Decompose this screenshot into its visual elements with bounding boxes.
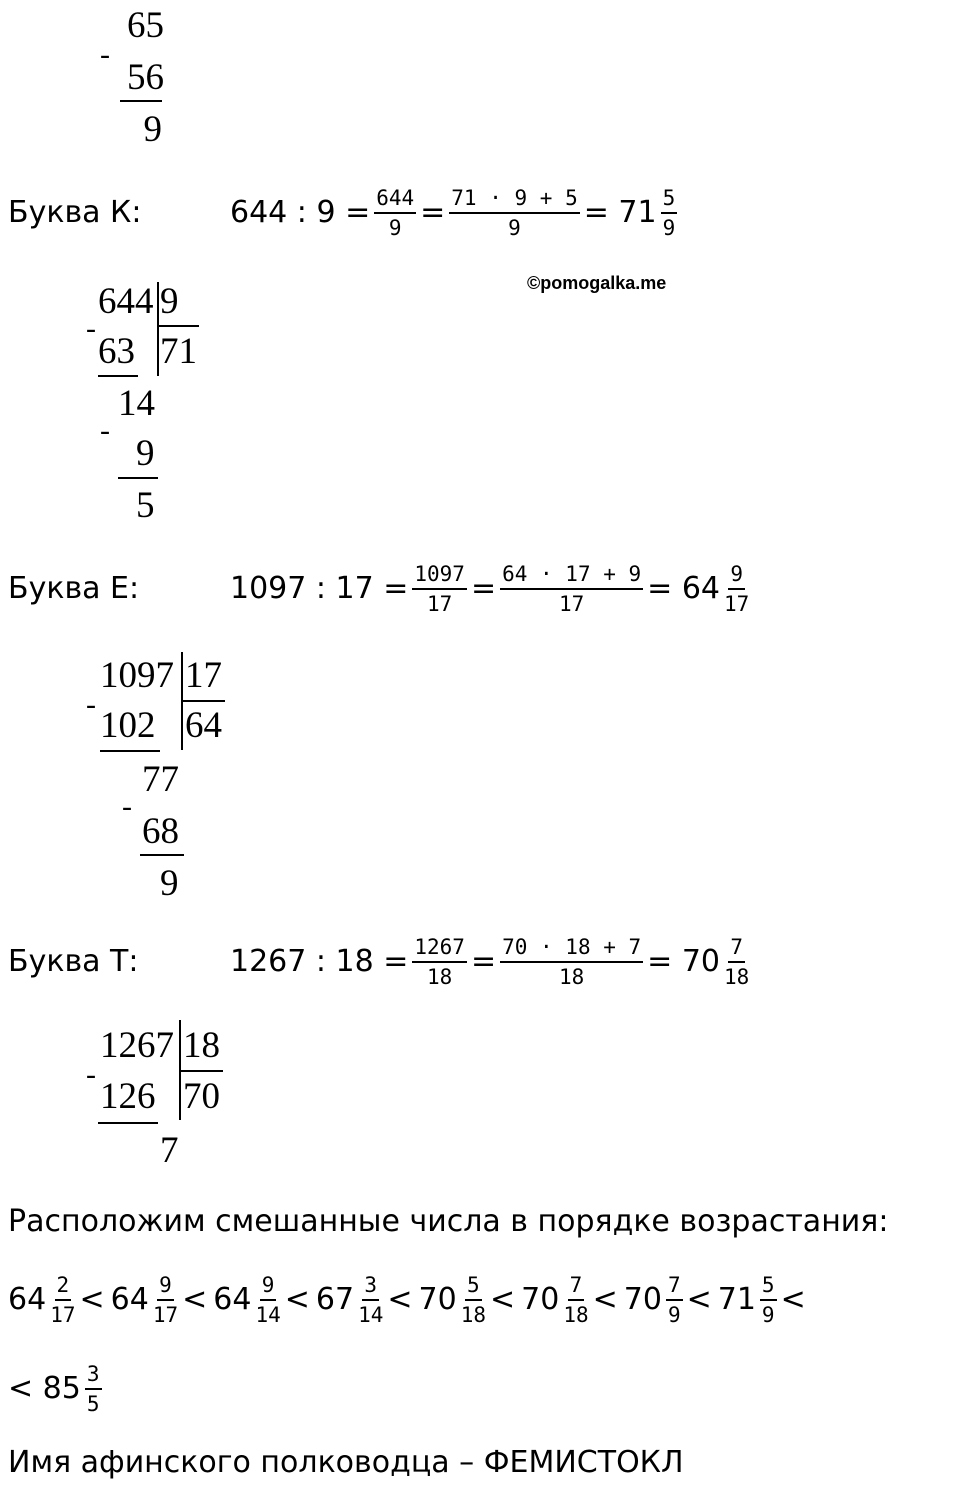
- minus-sign: -: [100, 38, 110, 71]
- equation-lhs: 1267 : 18 =: [230, 944, 409, 979]
- divisor: 9: [160, 281, 179, 322]
- minus-sign: -: [86, 1058, 96, 1091]
- division-bar: [157, 282, 159, 376]
- divisor: 18: [183, 1025, 220, 1066]
- remainder: 7: [160, 1130, 179, 1171]
- fraction: $\frac{9}{14}$: [255, 1273, 281, 1327]
- top-minuend: 65: [127, 5, 164, 46]
- mixed-whole: 64: [213, 1282, 252, 1317]
- letter-k-equation: [230, 168, 681, 258]
- subtrahend: 102: [100, 705, 156, 746]
- less-than-sign: <: [182, 1282, 208, 1317]
- divisor: 17: [185, 655, 222, 696]
- letter-e-label: Буква Е:: [8, 571, 140, 606]
- letter-t-label: Буква Т:: [8, 944, 139, 979]
- fraction: $\frac{5}{18}$: [460, 1273, 486, 1327]
- division-line: [140, 854, 184, 856]
- division-line: [100, 750, 160, 752]
- fraction: $\frac{5}{9}$: [761, 1273, 775, 1327]
- watermark: ©pomogalka.me: [527, 273, 667, 293]
- minus-sign: -: [86, 688, 96, 721]
- fraction: $\frac{9}{17}$: [724, 562, 750, 616]
- remainder: 9: [160, 863, 179, 904]
- dividend: 1097: [100, 655, 174, 696]
- division-line: [118, 477, 158, 479]
- letter-k-label: Буква К:: [8, 195, 142, 230]
- fraction: $\frac{7}{18}$: [724, 935, 750, 989]
- equals-sign: =: [470, 571, 497, 606]
- quotient: 71: [160, 331, 197, 372]
- less-than-sign: <: [592, 1282, 618, 1317]
- minus-sign: -: [122, 790, 132, 823]
- fraction: $\frac{2}{17}$: [50, 1273, 76, 1327]
- answer-text: Имя афинского полководца – ФЕМИСТОКЛ: [8, 1445, 684, 1480]
- less-than-sign: <: [489, 1282, 516, 1317]
- fraction: $\frac{70 \cdot 18 + 7}{18}$: [502, 935, 642, 989]
- remainder: 5: [136, 485, 155, 526]
- divisor-line: [181, 700, 225, 702]
- equation-lhs: 1097 : 17 =: [230, 571, 409, 606]
- fraction: $\frac{71 \cdot 9 + 5}{9}$: [451, 186, 578, 240]
- subtrahend: 63: [98, 331, 135, 372]
- fraction: $\frac{64 \cdot 17 + 9}{17}$: [502, 562, 642, 616]
- dividend: 1267: [100, 1025, 174, 1066]
- fraction: $\frac{5}{9}$: [662, 186, 676, 240]
- equation-lhs: 644 : 9 =: [230, 195, 371, 230]
- less-than-sign: <: [780, 1282, 806, 1317]
- mixed-whole: 70: [418, 1282, 457, 1317]
- mixed-whole: 67: [315, 1282, 355, 1317]
- letter-e-equation: [230, 544, 753, 634]
- fraction: $\frac{3}{14}$: [358, 1273, 384, 1327]
- mixed-whole: 70: [521, 1282, 560, 1317]
- fraction: $\frac{7}{9}$: [667, 1273, 681, 1327]
- fraction: $\frac{1097}{17}$: [414, 562, 465, 616]
- mixed-whole: 71: [717, 1282, 756, 1317]
- subtrahend: 126: [100, 1076, 156, 1117]
- order-row-continued: [8, 1354, 106, 1424]
- fraction: $\frac{1267}{18}$: [414, 935, 465, 989]
- subtrahend: 9: [136, 433, 155, 474]
- division-line: [120, 100, 162, 102]
- mixed-whole: 64: [110, 1282, 149, 1317]
- divisor-line: [179, 1070, 223, 1072]
- mixed-whole: = 64: [647, 571, 721, 606]
- minus-sign: -: [100, 414, 110, 447]
- divisor-line: [157, 325, 199, 327]
- mixed-whole: 70: [623, 1282, 662, 1317]
- division-line: [98, 375, 138, 377]
- fraction: $\frac{3}{5}$: [86, 1362, 100, 1416]
- letter-t-equation: [230, 917, 753, 1007]
- mixed-whole: = 71: [583, 195, 657, 230]
- remainder: 14: [118, 383, 155, 424]
- less-than-sign: <: [284, 1282, 310, 1317]
- equals-sign: =: [470, 944, 497, 979]
- fraction: $\frac{7}{18}$: [563, 1273, 589, 1327]
- quotient: 70: [183, 1076, 220, 1117]
- less-than-sign: <: [686, 1282, 712, 1317]
- mixed-whole: < 85: [8, 1371, 81, 1406]
- division-line: [98, 1122, 158, 1124]
- top-subtrahend: 56: [127, 57, 164, 98]
- order-row: [8, 1265, 806, 1335]
- arrange-text: Расположим смешанные числа в порядке возрастания:: [8, 1204, 889, 1239]
- remainder: 77: [142, 759, 179, 800]
- subtrahend: 68: [142, 811, 179, 852]
- dividend: 644: [98, 281, 154, 322]
- quotient: 64: [185, 705, 222, 746]
- fraction: $\frac{9}{17}$: [152, 1273, 179, 1327]
- less-than-sign: <: [387, 1282, 413, 1317]
- equals-sign: =: [420, 195, 446, 230]
- less-than-sign: <: [79, 1282, 105, 1317]
- mixed-whole: = 70: [647, 944, 721, 979]
- top-remainder: 9: [143, 109, 162, 150]
- minus-sign: -: [86, 312, 96, 345]
- mixed-whole: 64: [8, 1282, 47, 1317]
- fraction: $\frac{644}{9}$: [376, 186, 415, 240]
